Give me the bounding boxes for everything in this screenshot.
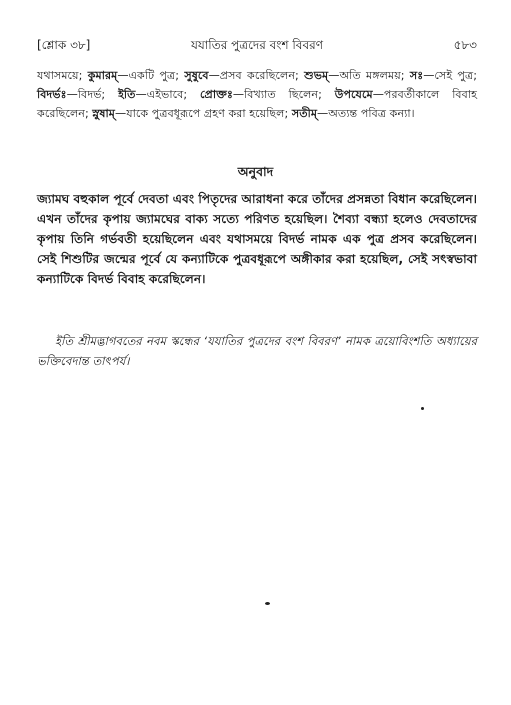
chapter-colophon: ইতি শ্রীমদ্ভাগবতের নবম স্কন্ধের ‘যযাতির পুত্রদের বংশ বিবরণ’ নামক ত্রয়োবিংশতি অধ্যায়ের ভক্তিবেদান্ত তাৎপর্য। (37, 334, 477, 368)
chapter-title: যযাতির পুত্রদের বংশ বিবরণ (190, 38, 324, 52)
word-term: সতীম্ (291, 107, 318, 120)
word-gloss: —এইভাবে; (135, 88, 200, 101)
translation-heading: অনুবাদ (237, 164, 274, 179)
word-gloss: —সেই পুত্র; (423, 69, 478, 82)
word-term: স্নুষাম্ (92, 107, 116, 120)
word-gloss: —অত্যন্ত পবিত্র কন্যা। (317, 107, 415, 120)
word-gloss: —একটি পুত্র; (117, 69, 185, 82)
word-term: বিদর্ভঃ (37, 88, 67, 101)
word-gloss: —বিদর্ভ; (66, 88, 119, 101)
translation-text: জ্যামঘ বহুকাল পূর্বে দেবতা এবং পিতৃদের আরাধনা করে তাঁদের প্রসন্নতা বিধান করেছিলেন। এখন তাঁদের কৃপায় জ্যামঘের বাক্য সত্যে পরিণত হয়েছিল। শৈব্যা বন্ধ্যা হলেও দেবতাদের কৃপায় তিনি গর্ভবতী হয়েছিলেন এবং যথাসময়ে বিদর্ভ নামক এক পুত্র প্রসব করেছিলেন। সেই শিশুটির জন্মের পূর্বে যে কন্যাটিকে পুত্রবধূরূপে অঙ্গীকার করা হয়েছিল, সেই সৎস্বভাবা কন্যাটিকে বিদর্ভ বিবাহ করেছিলেন। (37, 192, 477, 286)
word-gloss: —বিখ্যাত ছিলেন; (232, 88, 335, 101)
word-gloss: —অতি মঙ্গলময়; (328, 69, 410, 82)
word-term: ইতি (118, 88, 136, 101)
print-speck (421, 407, 424, 410)
running-header (37, 36, 477, 54)
word-gloss: —যাকে পুত্রবধূরূপে গ্রহণ করা হয়েছিল; (115, 107, 292, 120)
word-term: শুভম্ (304, 69, 329, 82)
word-gloss: —পরবর্তীকালে বিবাহ করেছিলেন; (37, 88, 478, 120)
verse-reference: [শ্লোক ৩৮] (37, 38, 91, 52)
word-term: সুষুবে (184, 69, 209, 82)
word-term: সঃ (409, 69, 424, 82)
word-meanings (37, 66, 477, 123)
page-number: ৫৮৩ (453, 38, 477, 52)
word-term: প্রোক্তঃ (199, 88, 233, 101)
word-term: উপযেমে (334, 88, 373, 101)
word-gloss: যথাসময়ে; (37, 69, 88, 82)
word-term: কুমারম্ (87, 69, 118, 82)
print-speck (265, 602, 270, 605)
word-gloss: —প্রসব করেছিলেন; (208, 69, 305, 82)
